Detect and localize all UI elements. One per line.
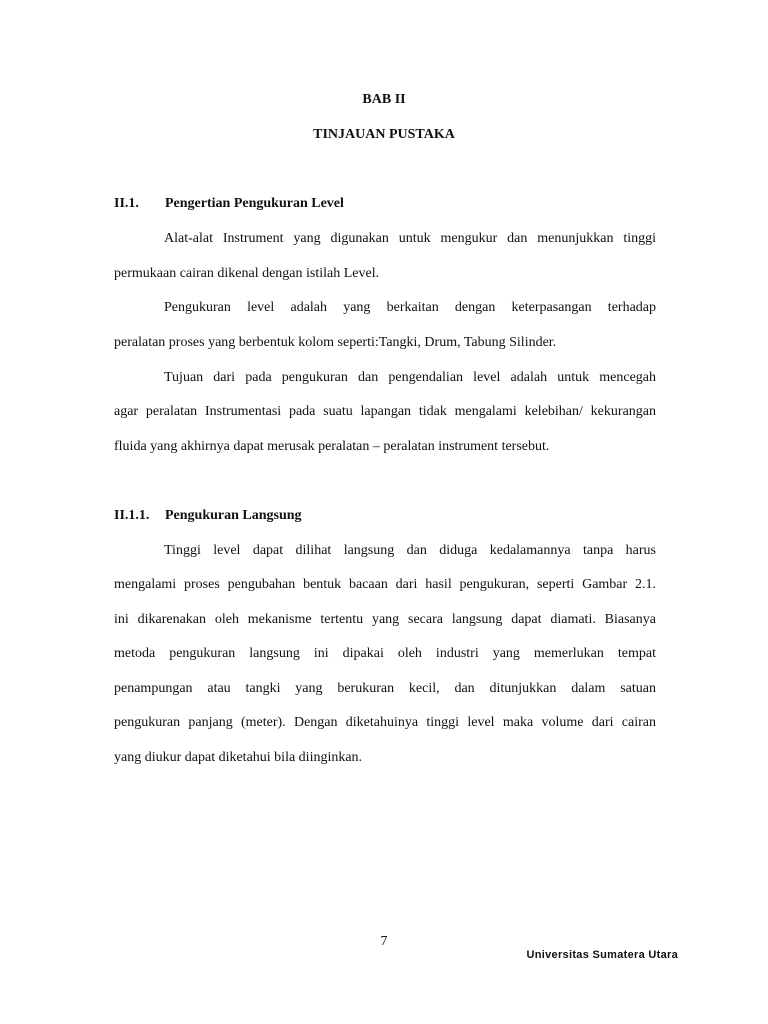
- section-title: Pengukuran Langsung: [165, 508, 302, 523]
- paragraph-line: penampungan atau tangki yang berukuran kecil, dan ditunjukkan dalam satuan: [114, 681, 656, 696]
- paragraph-line: mengalami proses pengubahan bentuk bacaan dari hasil pengukuran, seperti Gambar 2.1.: [114, 577, 656, 592]
- paragraph-line: Tujuan dari pada pengukuran dan pengendalian level adalah untuk mencegah: [164, 370, 656, 385]
- paragraph-line: fluida yang akhirnya dapat merusak peralatan – peralatan instrument tersebut.: [114, 439, 550, 454]
- footer-university: Universitas Sumatera Utara: [526, 949, 678, 961]
- chapter-number: BAB II: [362, 92, 406, 107]
- paragraph-line: Pengukuran level adalah yang berkaitan dengan keterpasangan terhadap: [164, 300, 656, 315]
- chapter-title: TINJAUAN PUSTAKA: [313, 127, 455, 142]
- paragraph-line: agar peralatan Instrumentasi pada suatu lapangan tidak mengalami kelebihan/ kekurangan: [114, 404, 656, 419]
- section-number: II.1.1.: [114, 508, 150, 523]
- paragraph-line: ini dikarenakan oleh mekanisme tertentu yang secara langsung dapat diamati. Biasanya: [114, 612, 656, 627]
- section-heading-ii-1-1: [114, 507, 302, 525]
- page-number: 7: [380, 934, 388, 949]
- paragraph-line: metoda pengukuran langsung ini dipakai oleh industri yang memerlukan tempat: [114, 646, 656, 661]
- paragraph-line: Alat-alat Instrument yang digunakan untuk mengukur dan menunjukkan tinggi: [164, 231, 656, 246]
- paragraph-line: permukaan cairan dikenal dengan istilah Level.: [114, 266, 380, 281]
- section-title: Pengertian Pengukuran Level: [165, 196, 344, 211]
- section-heading-ii-1: [114, 195, 344, 213]
- paragraph-line: peralatan proses yang berbentuk kolom seperti:Tangki, Drum, Tabung Silinder.: [114, 335, 557, 350]
- paragraph-line: pengukuran panjang (meter). Dengan diketahuinya tinggi level maka volume dari cairan: [114, 715, 656, 730]
- paragraph-line: yang diukur dapat diketahui bila diinginkan.: [114, 750, 363, 765]
- paragraph-line: Tinggi level dapat dilihat langsung dan diduga kedalamannya tanpa harus: [164, 543, 656, 558]
- section-number: II.1.: [114, 196, 139, 211]
